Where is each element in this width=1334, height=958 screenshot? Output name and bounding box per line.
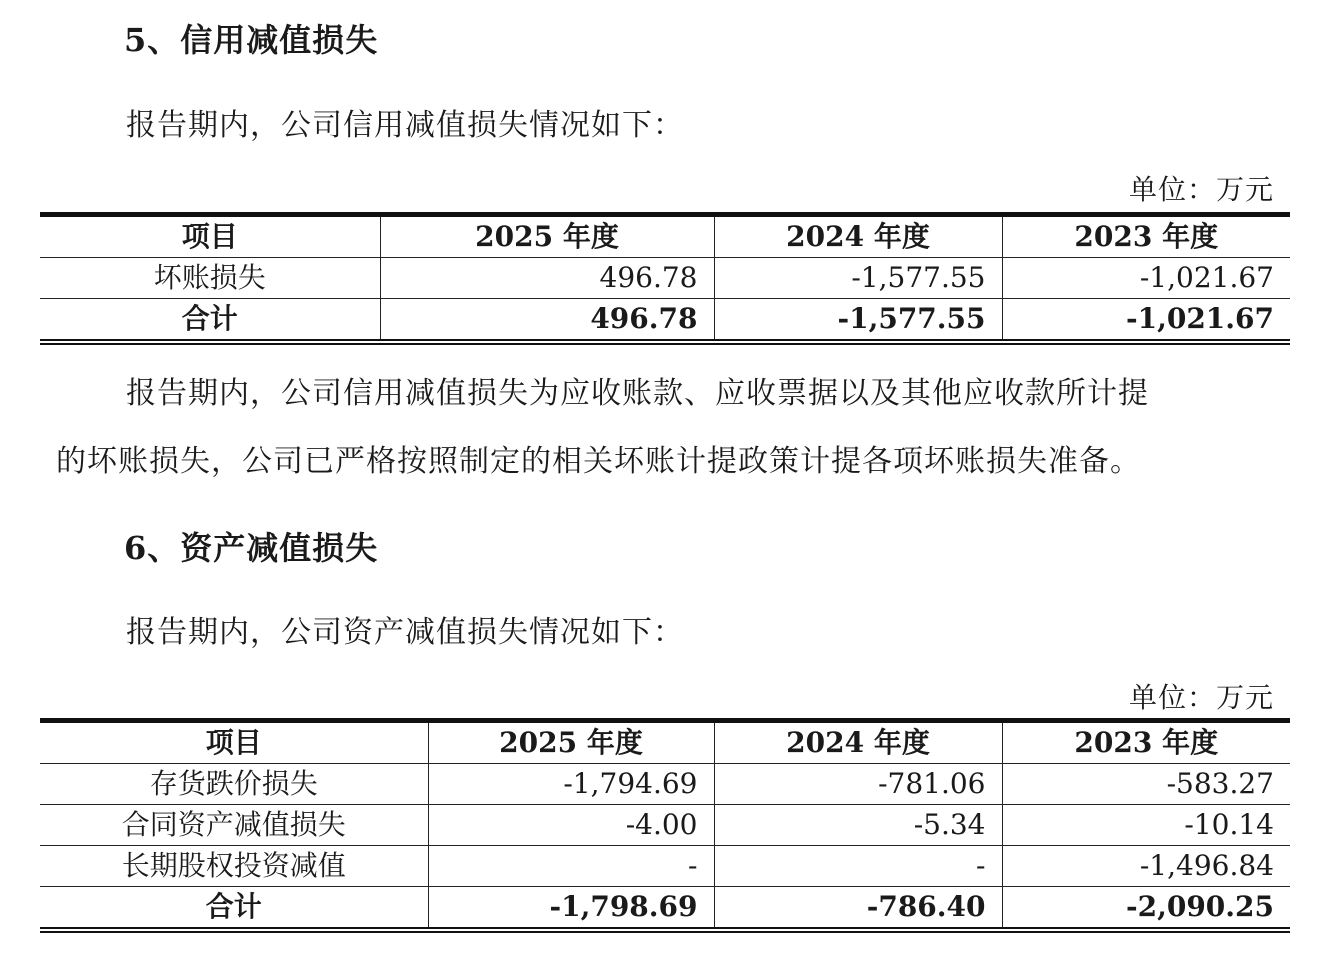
cell-2023: -10.14	[1002, 805, 1290, 846]
table-total-row	[40, 887, 1290, 931]
table-row	[40, 805, 1290, 846]
asset-impairment-table	[40, 718, 1290, 933]
header-item: 项目	[40, 721, 428, 764]
cell-2023: -583.27	[1002, 764, 1290, 805]
total-2024: -1,577.55	[714, 299, 1002, 343]
section-6-intro: 报告期内，公司资产减值损失情况如下：	[126, 615, 684, 650]
cell-2023: -1,496.84	[1002, 846, 1290, 887]
cell-2025: 496.78	[380, 258, 714, 299]
row-label: 存货跌价损失	[40, 764, 428, 805]
header-2025: 2025 年度	[428, 721, 714, 764]
cell-2023: -1,021.67	[1002, 258, 1290, 299]
table-row	[40, 846, 1290, 887]
table-total-row	[40, 299, 1290, 343]
table-row	[40, 764, 1290, 805]
header-2023: 2023 年度	[1002, 721, 1290, 764]
table-header-row	[40, 721, 1290, 764]
table-row	[40, 258, 1290, 299]
section-5-heading: 5、信用减值损失	[124, 21, 379, 59]
row-label: 长期股权投资减值	[40, 846, 428, 887]
section-5-note-line-1: 报告期内，公司信用减值损失为应收账款、应收票据以及其他应收款所计提	[126, 376, 1149, 411]
header-item: 项目	[40, 215, 380, 258]
credit-impairment-table	[40, 212, 1290, 345]
total-2024: -786.40	[714, 887, 1002, 931]
section-6-heading: 6、资产减值损失	[124, 529, 379, 567]
header-2023: 2023 年度	[1002, 215, 1290, 258]
section-5-unit-label: 单位：万元	[1128, 173, 1274, 206]
cell-2024: -1,577.55	[714, 258, 1002, 299]
cell-2025: -	[428, 846, 714, 887]
total-2025: -1,798.69	[428, 887, 714, 931]
header-2025: 2025 年度	[380, 215, 714, 258]
cell-2025: -4.00	[428, 805, 714, 846]
total-label: 合计	[40, 299, 380, 343]
total-2023: -1,021.67	[1002, 299, 1290, 343]
section-6-unit-label: 单位：万元	[1128, 681, 1274, 714]
header-2024: 2024 年度	[714, 721, 1002, 764]
total-2025: 496.78	[380, 299, 714, 343]
header-2024: 2024 年度	[714, 215, 1002, 258]
cell-2024: -	[714, 846, 1002, 887]
row-label: 坏账损失	[40, 258, 380, 299]
section-5-intro: 报告期内，公司信用减值损失情况如下：	[126, 108, 684, 143]
row-label: 合同资产减值损失	[40, 805, 428, 846]
cell-2025: -1,794.69	[428, 764, 714, 805]
cell-2024: -781.06	[714, 764, 1002, 805]
section-5-note-line-2: 的坏账损失，公司已严格按照制定的相关坏账计提政策计提各项坏账损失准备。	[56, 444, 1141, 479]
total-2023: -2,090.25	[1002, 887, 1290, 931]
cell-2024: -5.34	[714, 805, 1002, 846]
total-label: 合计	[40, 887, 428, 931]
table-header-row	[40, 215, 1290, 258]
